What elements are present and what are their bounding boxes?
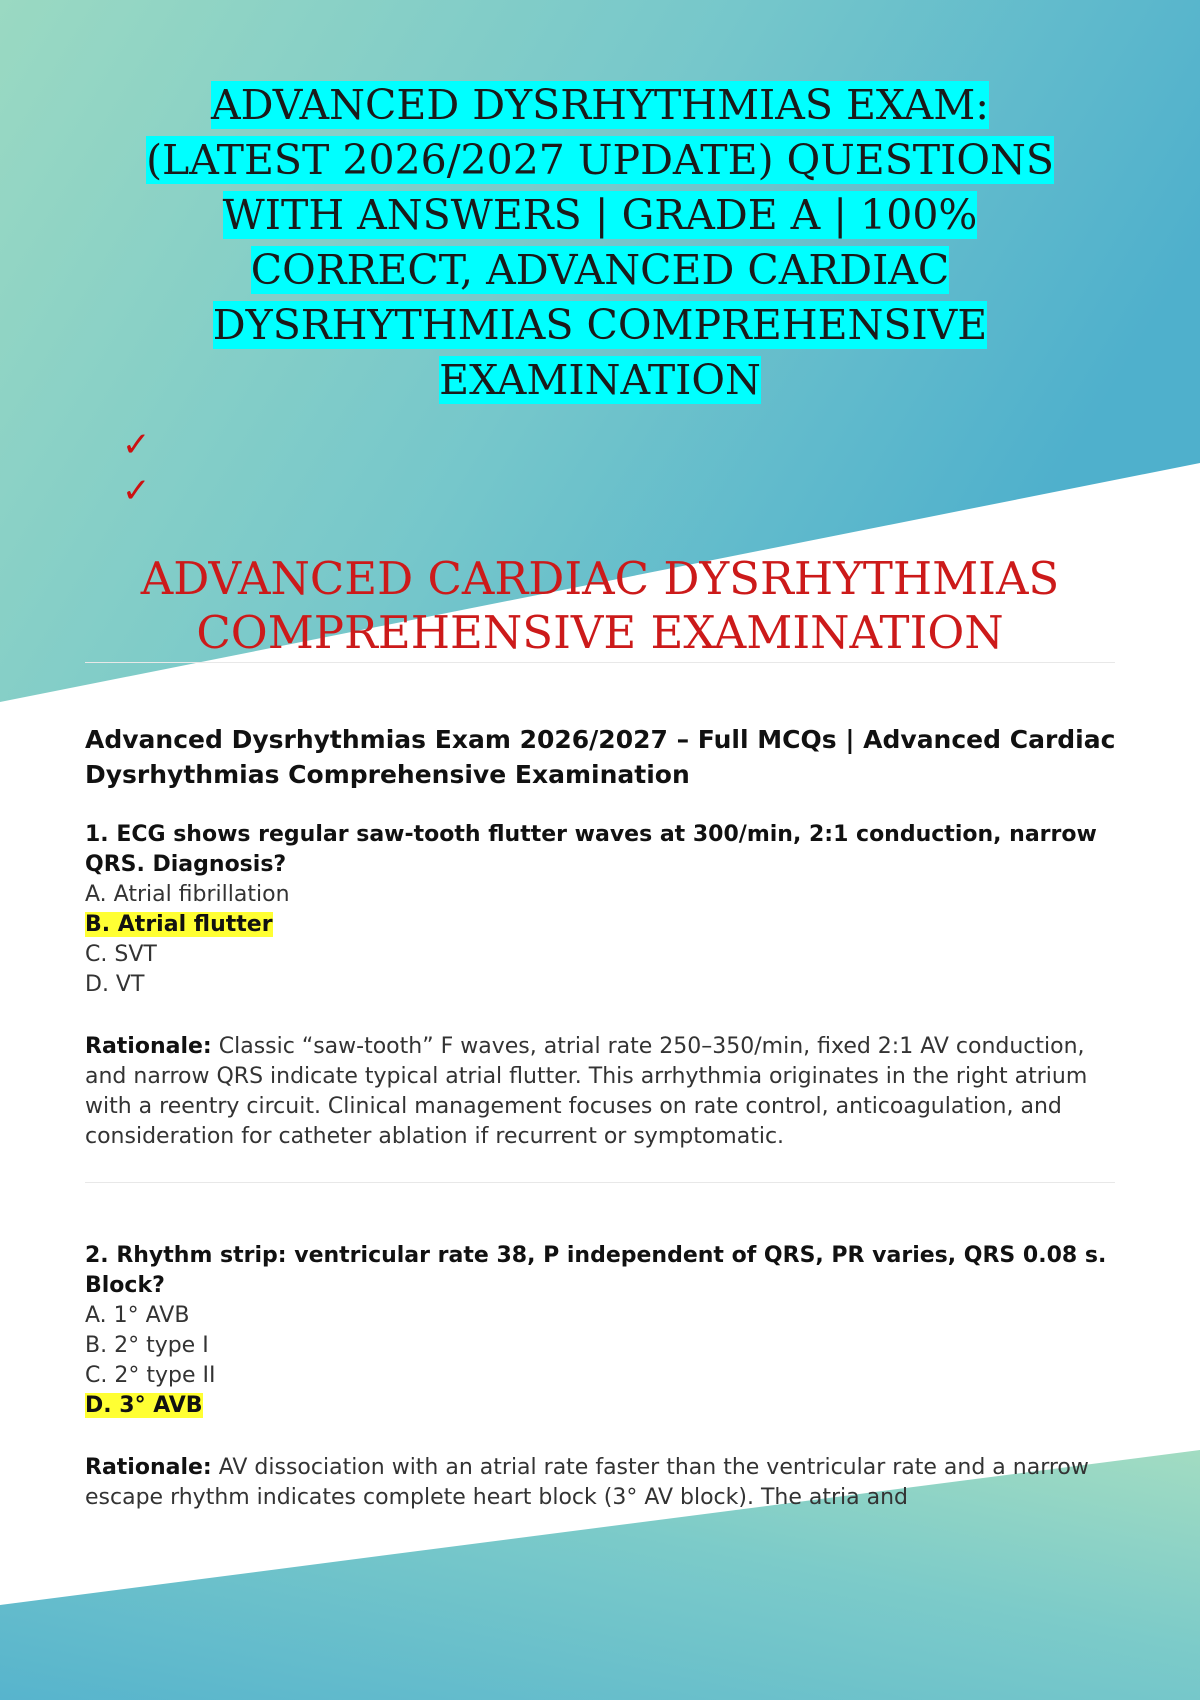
rationale: [85, 1453, 1130, 1513]
question-1: [85, 820, 1130, 1152]
answer-option-b-correct: [85, 910, 1130, 940]
title-line: WITH ANSWERS | GRADE A | 100%: [222, 191, 978, 239]
title-line: ADVANCED DYSRHYTHMIAS EXAM:: [210, 81, 990, 129]
title-line: (LATEST 2026/2027 UPDATE) QUESTIONS: [146, 136, 1054, 184]
question-text: 1. ECG shows regular saw-tooth flutter waves at 300/min, 2:1 conduction, narrow QRS. Diagnosis?: [85, 822, 1097, 877]
question-2: [85, 1241, 1130, 1513]
document-title: [80, 78, 1120, 408]
title-line: CORRECT, ADVANCED CARDIAC: [250, 246, 950, 294]
rationale-label: Rationale:: [85, 1034, 212, 1059]
divider: [85, 662, 1115, 663]
answer-option-a: A. Atrial fibrillation: [85, 882, 290, 907]
divider: [85, 1182, 1115, 1183]
rationale-text: AV dissociation with an atrial rate faster than the ventricular rate and a narrow escape rhythm indicates complete heart block (3° AV block). The atria and: [85, 1455, 1089, 1510]
checkmark-icon: ✓: [122, 425, 151, 465]
rationale-text: Classic “saw-tooth” F waves, atrial rate 250–350/min, fixed 2:1 AV conduction, and narrow QRS indicate typical atrial flutter. This arrhythmia originates in the right atrium with a reentry circuit. Clinical management focuses on rate control, anticoagulation, and consideration for catheter ablation if recurrent or symptomatic.: [85, 1034, 1088, 1149]
answer-option-b: B. 2° type I: [85, 1333, 209, 1358]
exam-subtitle: Advanced Dysrhythmias Exam 2026/2027 – Full MCQs | Advanced Cardiac Dysrhythmias Comprehensive Examination: [85, 725, 1116, 789]
question-text: 2. Rhythm strip: ventricular rate 38, P independent of QRS, PR varies, QRS 0.08 s. Block?: [85, 1243, 1107, 1298]
title-line: DYSRHYTHMIAS COMPREHENSIVE: [212, 301, 988, 349]
checkmark-icon: ✓: [122, 471, 151, 511]
answer-option-a: A. 1° AVB: [85, 1303, 190, 1328]
title-line: EXAMINATION: [439, 356, 761, 404]
answer-option-c: C. 2° type II: [85, 1363, 216, 1388]
answer-option-d-correct: [85, 1391, 1130, 1421]
rationale-label: Rationale:: [85, 1455, 212, 1480]
correct-answer-highlight: D. 3° AVB: [85, 1393, 203, 1418]
answer-option-c: C. SVT: [85, 942, 157, 967]
correct-answer-highlight: B. Atrial flutter: [85, 912, 273, 937]
rationale: [85, 1032, 1130, 1152]
answer-option-d: D. VT: [85, 972, 145, 997]
section-title: ADVANCED CARDIAC DYSRHYTHMIAS COMPREHENSIVE EXAMINATION: [140, 552, 1060, 659]
